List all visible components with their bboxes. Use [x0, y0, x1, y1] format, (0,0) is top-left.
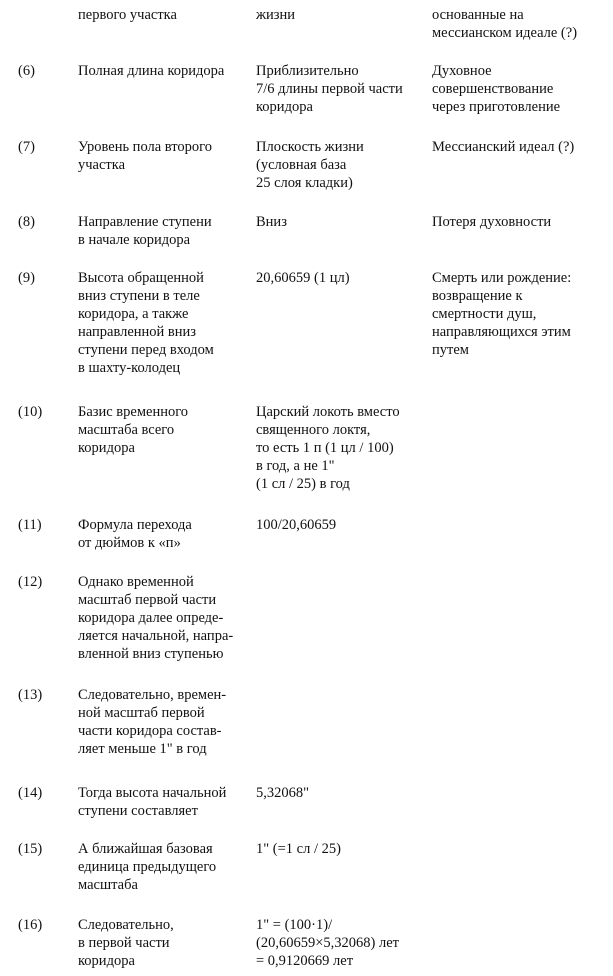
text-line: Направление ступени [78, 214, 212, 230]
parameter-cell [78, 916, 256, 970]
parameter-cell [78, 784, 256, 820]
text-line: (условная база [256, 157, 347, 173]
text-line: 1" (=1 сл / 25) [256, 841, 341, 857]
value-cell [256, 916, 434, 970]
text-line: ступени составляет [78, 803, 198, 819]
text-line: единица предыдущего [78, 859, 217, 875]
text-line: Высота обращенной [78, 270, 204, 286]
text-line: то есть 1 п (1 цл / 100) [256, 440, 394, 456]
text-line: 5,32068" [256, 785, 310, 801]
parameter-cell [78, 840, 256, 894]
text-line: Мессианский идеал (?) [432, 139, 575, 155]
text-line: Следовательно, времен- [78, 687, 227, 703]
text-line: Следовательно, [78, 917, 174, 933]
parameter-cell [78, 62, 256, 80]
meaning-cell [432, 62, 612, 116]
text-line: в начале коридора [78, 232, 191, 248]
text-line: жизни [256, 7, 296, 23]
text-line: 7/6 длины первой части [256, 81, 403, 97]
text-line: коридора далее опреде- [78, 610, 224, 626]
row-number: (10) [18, 404, 43, 420]
text-line: Уровень пола второго [78, 139, 213, 155]
row-number: (11) [18, 517, 42, 533]
text-line: (1 сл / 25) в год [256, 476, 350, 492]
value-cell [256, 516, 434, 534]
meaning-cell [432, 269, 612, 359]
text-line: направленной вниз [78, 324, 197, 340]
text-line: через приготовление [432, 99, 561, 115]
text-line: ступени перед входом [78, 342, 214, 358]
text-line: Плоскость жизни [256, 139, 364, 155]
text-line: в шахту-колодец [78, 360, 181, 376]
parameter-cell [78, 403, 256, 457]
text-line: 1" = (100·1)/ [256, 917, 333, 933]
text-line: Смерть или рождение: [432, 270, 572, 286]
meaning-cell [432, 138, 612, 156]
value-cell [256, 62, 434, 116]
parameter-cell [78, 269, 256, 377]
text-line: 25 слоя кладки) [256, 175, 353, 191]
row-number: (12) [18, 574, 43, 590]
row-number: (6) [18, 63, 35, 79]
text-line: части коридора состав- [78, 723, 222, 739]
text-line: Полная длина коридора [78, 63, 225, 79]
row-number: (7) [18, 139, 35, 155]
text-line: 20,60659 (1 цл) [256, 270, 350, 286]
text-line: коридора, а также [78, 306, 189, 322]
text-line: мессианском идеале (?) [432, 25, 578, 41]
text-line: Потеря духовности [432, 214, 552, 230]
text-line: священного локтя, [256, 422, 371, 438]
value-cell [256, 213, 434, 231]
text-line: от дюймов к «п» [78, 535, 181, 551]
text-line: участка [78, 157, 126, 173]
text-line: направляющихся этим [432, 324, 571, 340]
value-cell [256, 784, 434, 802]
text-line: Приблизительно [256, 63, 359, 79]
value-cell [256, 138, 434, 192]
parameter-cell [78, 213, 256, 249]
text-line: Царский локоть вместо [256, 404, 400, 420]
text-line: масштаба [78, 877, 138, 893]
row-number: (9) [18, 270, 35, 286]
text-line: Тогда высота начальной [78, 785, 227, 801]
text-line: коридора [78, 440, 135, 456]
text-line: Однако временной [78, 574, 194, 590]
row-number: (8) [18, 214, 35, 230]
row-number: (13) [18, 687, 43, 703]
text-line: возвращение к [432, 288, 523, 304]
value-cell [256, 840, 434, 858]
text-line: Формула перехода [78, 517, 192, 533]
text-line: совершенствование [432, 81, 554, 97]
value-cell [256, 269, 434, 287]
parameter-cell [78, 573, 256, 663]
text-line: Базис временного [78, 404, 189, 420]
text-line: смертности душ, [432, 306, 537, 322]
text-line: А ближайшая базовая [78, 841, 213, 857]
value-cell [256, 6, 434, 24]
text-line: основанные на [432, 7, 524, 23]
text-line: масштаб первой части [78, 592, 217, 608]
parameter-cell [78, 6, 256, 24]
text-line: вленной вниз ступенью [78, 646, 224, 662]
text-line: масштаба всего [78, 422, 175, 438]
row-number: (15) [18, 841, 43, 857]
text-line: 100/20,60659 [256, 517, 337, 533]
text-line: ной масштаб первой [78, 705, 205, 721]
text-line: первого участка [78, 7, 177, 23]
text-line: ляет меньше 1" в год [78, 741, 207, 757]
text-line: коридора [256, 99, 313, 115]
text-line: в год, а не 1" [256, 458, 335, 474]
meaning-cell [432, 213, 612, 231]
text-line: = 0,9120669 лет [256, 953, 354, 969]
text-line: Вниз [256, 214, 287, 230]
text-line: в первой части [78, 935, 170, 951]
value-cell [256, 403, 434, 493]
text-line: путем [432, 342, 469, 358]
text-line: вниз ступени в теле [78, 288, 200, 304]
text-line: коридора [78, 953, 135, 969]
parameter-cell [78, 516, 256, 552]
parameter-cell [78, 686, 256, 758]
text-line: Духовное [432, 63, 492, 79]
parameter-cell [78, 138, 256, 174]
row-number: (16) [18, 917, 43, 933]
text-line: (20,60659×5,32068) лет [256, 935, 399, 951]
text-line: ляется начальной, напра- [78, 628, 234, 644]
row-number: (14) [18, 785, 43, 801]
meaning-cell [432, 6, 612, 42]
